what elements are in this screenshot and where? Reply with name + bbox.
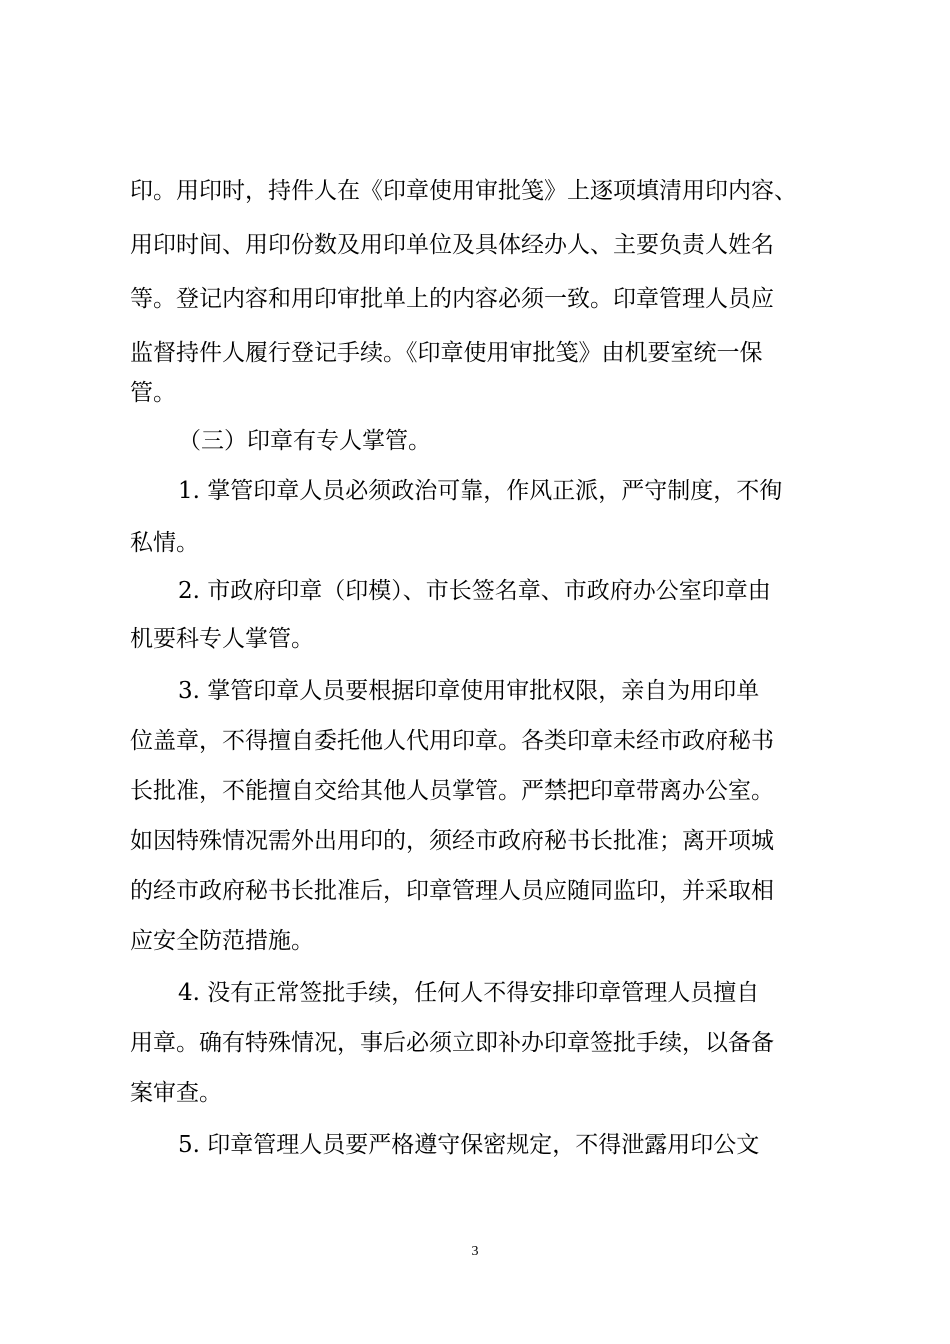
text-line: 5. 印章管理人员要严格遵守保密规定，不得泄露用印公文: [178, 1132, 760, 1158]
page-number: 3: [471, 1244, 479, 1259]
text-line: 印。用印时，持件人在《印章使用审批笺》上逐项填清用印内容、: [130, 178, 797, 204]
text-line: 2. 市政府印章（印模）、市长签名章、市政府办公室印章由: [178, 578, 771, 604]
text-line: 案审查。: [130, 1080, 222, 1106]
text-line: 3. 掌管印章人员要根据印章使用审批权限，亲自为用印单: [178, 678, 760, 704]
text-line: 长批准，不能擅自交给其他人员掌管。严禁把印章带离办公室。: [130, 778, 774, 804]
text-line: 1. 掌管印章人员必须政治可靠，作风正派，严守制度，不徇: [178, 478, 783, 504]
text-line: 4. 没有正常签批手续，任何人不得安排印章管理人员擅自: [178, 980, 760, 1006]
text-line: 管。: [130, 380, 176, 406]
text-line: 用章。确有特殊情况，事后必须立即补办印章签批手续，以备备: [130, 1030, 774, 1056]
text-line: 应安全防范措施。: [130, 928, 314, 954]
text-line: 私情。: [130, 530, 199, 556]
text-line: 位盖章，不得擅自委托他人代用印章。各类印章未经市政府秘书: [130, 728, 774, 754]
text-line: 如因特殊情况需外出用印的，须经市政府秘书长批准；离开项城: [130, 828, 774, 854]
section-heading: （三）印章有专人掌管。: [178, 428, 431, 454]
text-line: 用印时间、用印份数及用印单位及具体经办人、主要负责人姓名: [130, 232, 774, 258]
text-line: 监督持件人履行登记手续。《印章使用审批笺》由机要室统一保: [130, 340, 763, 366]
text-line: 机要科专人掌管。: [130, 626, 314, 652]
text-line: 等。登记内容和用印审批单上的内容必须一致。印章管理人员应: [130, 286, 774, 312]
text-line: 的经市政府秘书长批准后，印章管理人员应随同监印，并采取相: [130, 878, 774, 904]
